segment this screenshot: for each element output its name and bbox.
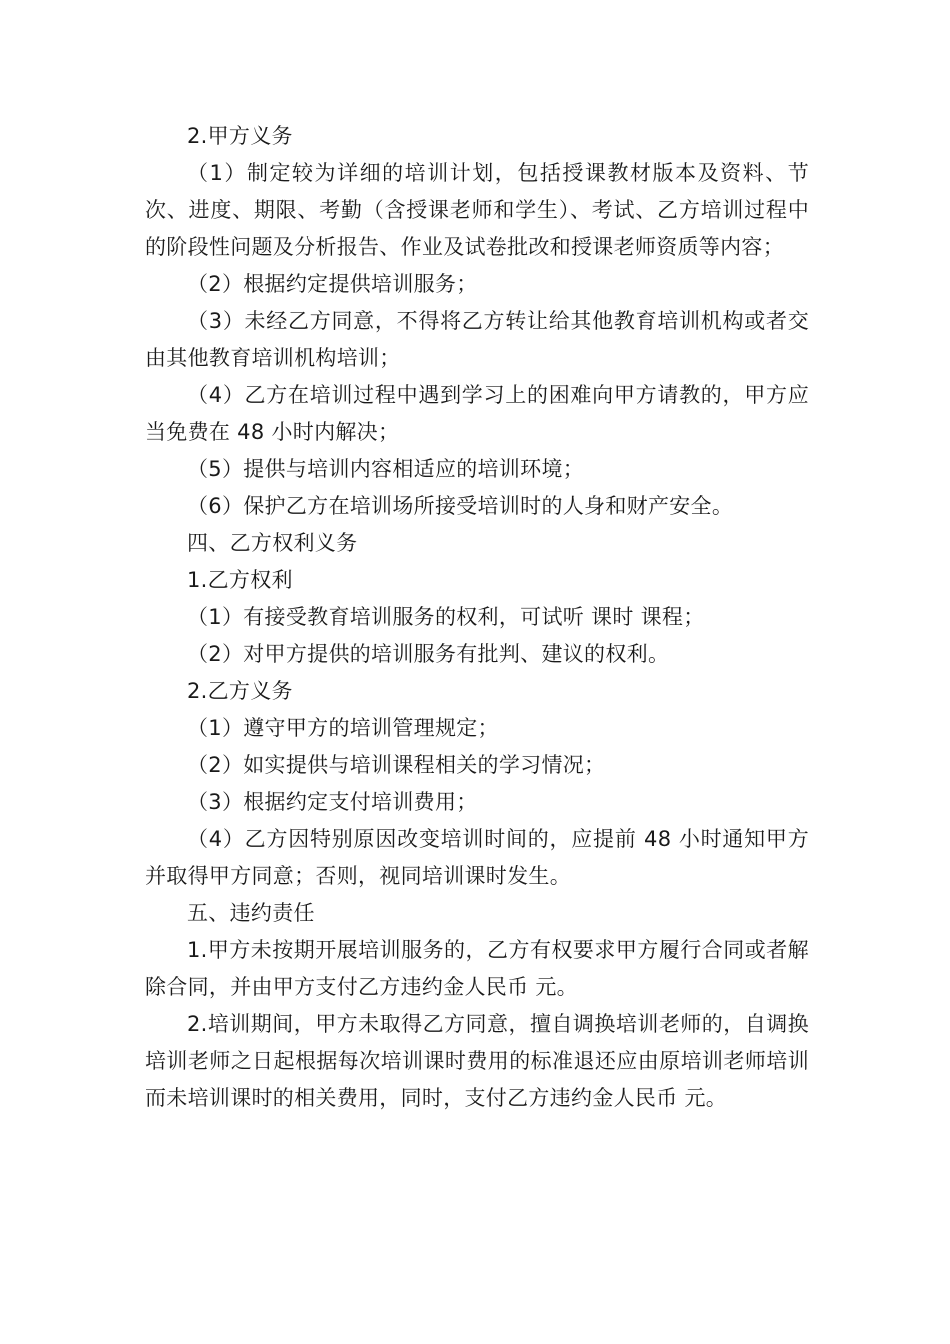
heading-party-b-obligations: 2.乙方义务 [187, 679, 293, 703]
paragraph-b-obligation-1: （1）遵守甲方的培训管理规定； [187, 716, 499, 740]
section-heading-party-b-rights-obligations: 四、乙方权利义务 [187, 531, 358, 555]
paragraph-a-obligation-5: （5）提供与培训内容相适应的培训环境； [187, 457, 585, 481]
paragraph-a-obligation-3: （3）未经乙方同意，不得将乙方转让给其他教育培训机构或者交由其他教育培训机构培训； [145, 309, 809, 370]
section-heading-liability: 五、违约责任 [187, 901, 315, 925]
paragraph-a-obligation-6: （6）保护乙方在培训场所接受培训时的人身和财产安全。 [187, 494, 734, 518]
paragraph-b-obligation-2: （2）如实提供与培训课程相关的学习情况； [187, 753, 606, 777]
paragraph-liability-2: 2.培训期间，甲方未取得乙方同意，擅自调换培训老师的，自调换培训老师之日起根据每次培训课时费用的标准退还应由原培训老师培训而未培训课时的相关费用，同时，支付乙方违约金人民币 元。 [145, 1012, 809, 1110]
paragraph-b-right-2: （2）对甲方提供的培训服务有批判、建议的权利。 [187, 642, 670, 666]
paragraph-a-obligation-2: （2）根据约定提供培训服务； [187, 272, 478, 296]
document-page [145, 118, 809, 1117]
paragraph-liability-1: 1.甲方未按期开展培训服务的，乙方有权要求甲方履行合同或者解除合同，并由甲方支付乙方违约金人民币 元。 [145, 938, 809, 999]
paragraph-a-obligation-1: （1）制定较为详细的培训计划，包括授课教材版本及资料、节次、进度、期限、考勤（含授课老师和学生）、考试、乙方培训过程中的阶段性问题及分析报告、作业及试卷批改和授课老师资质等内容； [145, 161, 809, 259]
paragraph-b-obligation-3: （3）根据约定支付培训费用； [187, 790, 478, 814]
heading-party-a-obligations: 2.甲方义务 [187, 124, 293, 148]
paragraph-b-obligation-4: （4）乙方因特别原因改变培训时间的，应提前 48 小时通知甲方并取得甲方同意；否则，视同培训课时发生。 [145, 827, 809, 888]
paragraph-a-obligation-4: （4）乙方在培训过程中遇到学习上的困难向甲方请教的，甲方应当免费在 48 小时内解决； [145, 383, 809, 444]
paragraph-b-right-1: （1）有接受教育培训服务的权利，可试听 课时 课程； [187, 605, 705, 629]
heading-party-b-rights: 1.乙方权利 [187, 568, 293, 592]
